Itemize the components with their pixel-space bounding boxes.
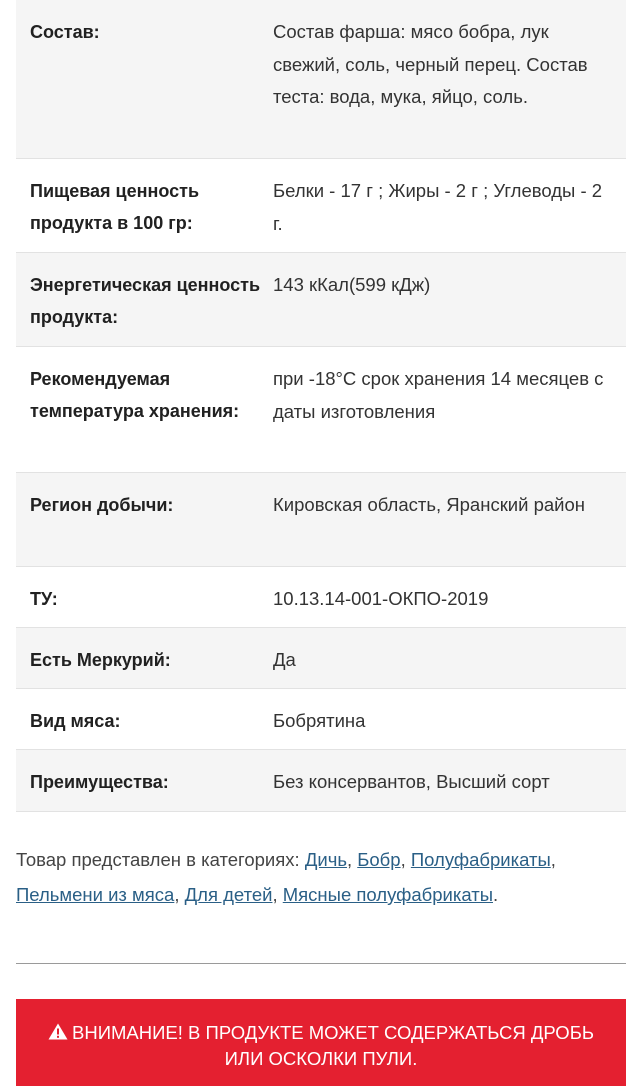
- spec-label: Есть Меркурий:: [30, 650, 171, 670]
- warning-banner: [16, 999, 626, 1086]
- spec-label: Пищевая ценность продукта в 100 гр:: [30, 181, 200, 233]
- categories-prefix: Товар представлен в категориях:: [16, 849, 300, 870]
- spec-label: Регион добычи:: [30, 495, 174, 515]
- spec-value: Кировская область, Яранский район: [273, 494, 586, 515]
- product-categories: Товар представлен в категориях: Дичь, Бобр, Полуфабрикаты, Пельмени из мяса, Для детей, Мясные полуфабрикаты.: [16, 849, 556, 905]
- spec-row-advantages: [16, 750, 626, 812]
- category-link-beaver[interactable]: Бобр: [357, 849, 401, 870]
- spec-label: Энергетическая ценность продукта:: [30, 275, 261, 327]
- spec-value: Бобрятина: [273, 710, 366, 731]
- spec-label: Состав:: [30, 22, 100, 42]
- spec-label: Преимущества:: [30, 772, 169, 792]
- category-link-semi-finished[interactable]: Полуфабрикаты: [410, 849, 551, 870]
- warning-text-line-2: ИЛИ ОСКОЛКИ ПУЛИ.: [224, 1048, 418, 1069]
- product-specs-table: [16, 0, 626, 812]
- spec-row-energy: [16, 253, 626, 347]
- spec-row-storage-temp: [16, 347, 626, 473]
- spec-value: при -18°С срок хранения 14 месяцев с даты изготовления: [273, 368, 604, 422]
- spec-value: 10.13.14-001-ОКПО-2019: [273, 588, 489, 609]
- warning-line-1: [16, 1020, 626, 1046]
- spec-row-tu: [16, 567, 626, 628]
- spec-value: Белки - 17 г ; Жиры - 2 г ; Углеводы - 2 г.: [273, 180, 603, 234]
- spec-value: 143 кКал(599 кДж): [273, 274, 431, 295]
- spec-value: Да: [273, 649, 296, 670]
- spec-value: Состав фарша: мясо бобра, лук свежий, соль, черный перец. Состав теста: вода, мука, яйцо, соль.: [273, 21, 588, 107]
- spec-row-meat-type: [16, 689, 626, 750]
- spec-row-mercury: [16, 628, 626, 689]
- category-link-meat-dumplings[interactable]: Пельмени из мяса: [16, 884, 175, 905]
- category-link-game[interactable]: Дичь: [304, 849, 347, 870]
- warning-text-line-1: ВНИМАНИЕ! В ПРОДУКТЕ МОЖЕТ СОДЕРЖАТЬСЯ ДРОБЬ: [72, 1022, 594, 1043]
- divider: [16, 963, 626, 964]
- spec-label: ТУ:: [30, 589, 58, 609]
- warning-icon: [48, 1023, 68, 1040]
- spec-row-nutrition: [16, 159, 626, 253]
- spec-value: Без консервантов, Высший сорт: [273, 771, 550, 792]
- spec-row-composition: [16, 0, 626, 159]
- spec-label: Вид мяса:: [30, 711, 121, 731]
- spec-label: Рекомендуемая температура хранения:: [30, 369, 240, 421]
- category-link-meat-semi-finished[interactable]: Мясные полуфабрикаты: [282, 884, 493, 905]
- spec-row-region: [16, 473, 626, 567]
- category-link-for-kids[interactable]: Для детей: [184, 884, 273, 905]
